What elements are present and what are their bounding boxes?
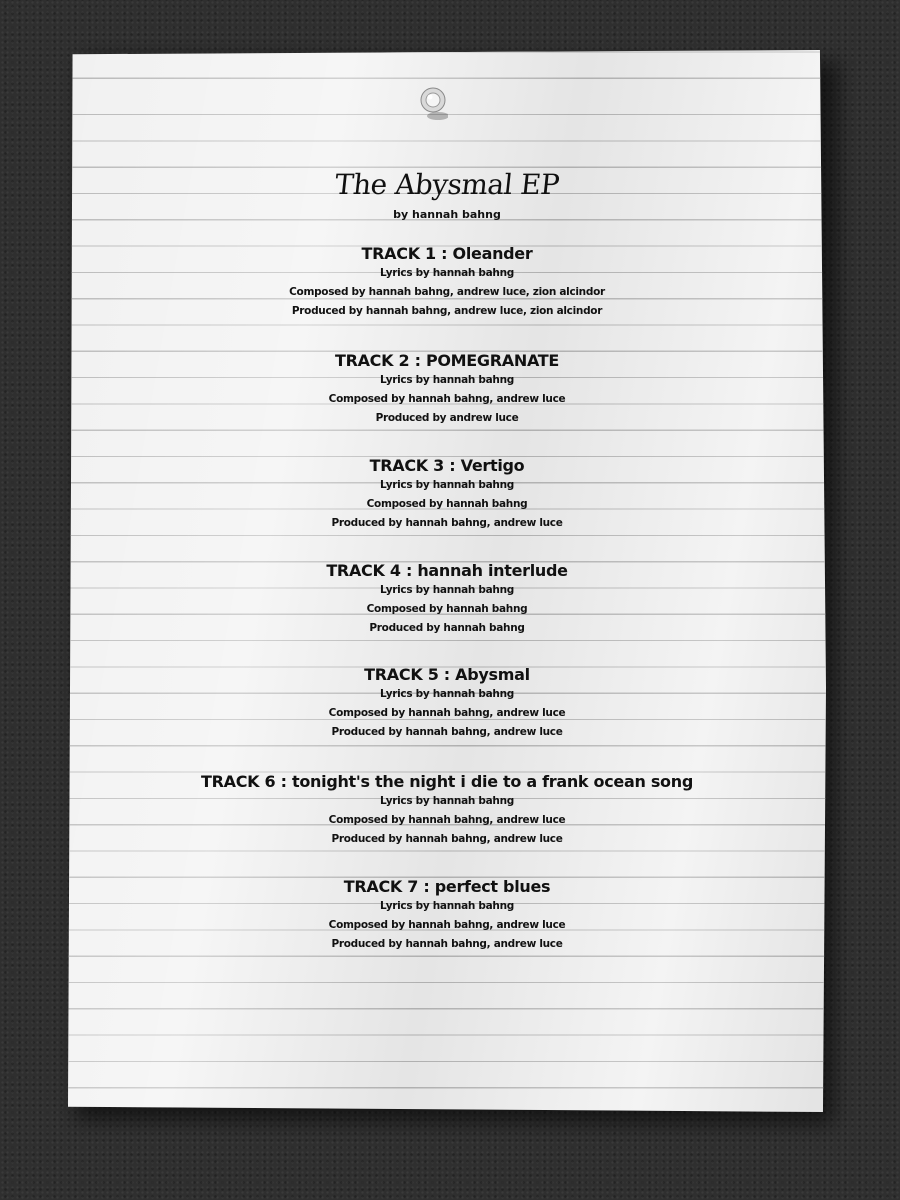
- track-heading: TRACK 1 : Oleander: [361, 244, 533, 263]
- track-5: [68, 665, 826, 742]
- track-heading: TRACK 4 : hannah interlude: [326, 561, 568, 580]
- track-produced-credit: Produced by hannah bahng, andrew luce: [331, 938, 563, 950]
- track-lyrics-credit: Lyrics by hannah bahng: [380, 900, 514, 912]
- track-lyrics-credit: Lyrics by hannah bahng: [380, 267, 514, 279]
- track-lyrics-credit: Lyrics by hannah bahng: [380, 479, 514, 491]
- track-heading: TRACK 2 : POMEGRANATE: [334, 351, 560, 370]
- track-produced-credit: Produced by andrew luce: [375, 412, 519, 424]
- track-composed-credit: Composed by hannah bahng, andrew luce: [328, 707, 566, 719]
- track-composed-credit: Composed by hannah bahng, andrew luce: [328, 393, 566, 405]
- track-composed-credit: Composed by hannah bahng: [366, 498, 528, 510]
- track-produced-credit: Produced by hannah bahng, andrew luce: [331, 517, 563, 529]
- track-lyrics-credit: Lyrics by hannah bahng: [380, 688, 514, 700]
- tracklist-content: [68, 50, 826, 1112]
- track-produced-credit: Produced by hannah bahng, andrew luce, zion alcindor: [291, 305, 603, 317]
- track-lyrics-credit: Lyrics by hannah bahng: [380, 374, 514, 386]
- track-produced-credit: Produced by hannah bahng: [369, 622, 525, 634]
- track-3: [68, 456, 826, 533]
- track-7: [68, 877, 826, 954]
- track-1: [68, 244, 826, 321]
- ep-title: The Abysmal EP: [333, 168, 561, 201]
- track-composed-credit: Composed by hannah bahng, andrew luce, zion alcindor: [289, 286, 605, 298]
- track-heading: TRACK 7 : perfect blues: [343, 877, 551, 896]
- track-lyrics-credit: Lyrics by hannah bahng: [380, 795, 514, 807]
- track-composed-credit: Composed by hannah bahng, andrew luce: [328, 814, 566, 826]
- track-heading: TRACK 3 : Vertigo: [369, 456, 525, 475]
- track-composed-credit: Composed by hannah bahng: [366, 603, 528, 615]
- track-6: [68, 772, 826, 849]
- track-2: [68, 351, 826, 428]
- track-composed-credit: Composed by hannah bahng, andrew luce: [328, 919, 566, 931]
- track-heading: TRACK 6 : tonight's the night i die to a frank ocean song: [201, 772, 693, 791]
- track-produced-credit: Produced by hannah bahng, andrew luce: [331, 833, 563, 845]
- track-heading: TRACK 5 : Abysmal: [364, 665, 530, 684]
- track-produced-credit: Produced by hannah bahng, andrew luce: [331, 726, 563, 738]
- track-4: [68, 561, 826, 638]
- ep-byline: by hannah bahng: [393, 208, 501, 221]
- track-lyrics-credit: Lyrics by hannah bahng: [380, 584, 514, 596]
